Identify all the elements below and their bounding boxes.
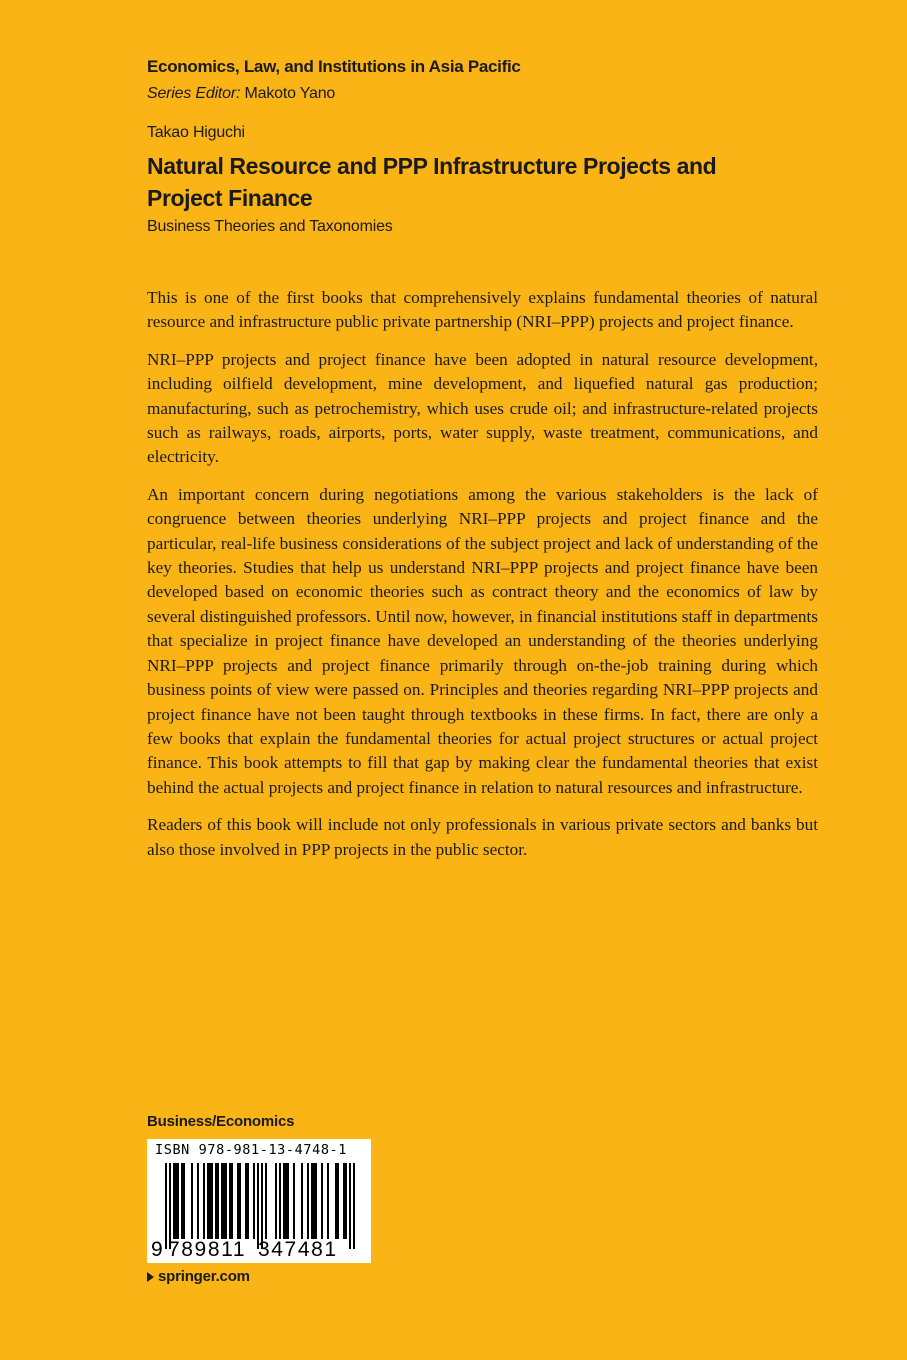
publisher-website-text: springer.com: [158, 1268, 250, 1285]
ean-first-digit: 9: [151, 1238, 163, 1261]
barcode-bar: [349, 1163, 351, 1249]
barcode-bar: [337, 1163, 339, 1239]
isbn-barcode: [147, 1139, 371, 1263]
barcode-bar: [335, 1163, 337, 1239]
book-title: Natural Resource and PPP Infrastructure Projects and Project Finance: [147, 153, 717, 211]
barcode-bar: [223, 1163, 225, 1239]
barcode-bar: [283, 1163, 285, 1239]
blurb-paragraph: This is one of the first books that comprehensively explains fundamental theories of natural resource and infrastructure public private partnership (NRI–PPP) projects and project finance.: [147, 288, 818, 332]
barcode-bar: [307, 1163, 309, 1239]
barcode-bar: [209, 1163, 211, 1239]
barcode-bar: [203, 1163, 205, 1239]
barcode-bar: [169, 1163, 171, 1249]
barcode-bar: [217, 1163, 219, 1239]
isbn-label: ISBN 978-981-13-4748-1: [155, 1142, 348, 1158]
barcode-bar: [231, 1163, 233, 1239]
blurb-paragraph: An important concern during negotiations among the various stakeholders is the lack of congruence between theories underlying NRI–PPP projects and project finance and the particular, real-life business considerations of the subject project and lack of understanding of the key theories. Studies that help us understand NRI–PPP projects and project finance have been developed based on economic theories such as contract theory and the economics of law by several distinguished professors. Until now, however, in financial institutions staff in departments that specialize in project finance have developed an understanding of the theories underlying NRI–PPP projects and project finance primarily through on-the-job training during which business points of view were passed on. Principles and theories regarding NRI–PPP projects and project finance have not been taught through textbooks in these firms. In fact, there are only a few books that explain the fundamental theories for actual project structures or actual project finance. This book attempts to fill that gap by making clear the fundamental theories that exist behind the actual projects and project finance in relation to natural resources and infrastructure.: [147, 484, 818, 797]
ean-digits: [147, 1238, 371, 1262]
barcode-bar: [207, 1163, 209, 1239]
blurb-paragraph: Readers of this book will include not only professionals in various private sectors and banks but also those involved in PPP projects in the public sector.: [147, 815, 818, 859]
ean-right-group: 347481: [258, 1238, 338, 1261]
blurb-paragraph: NRI–PPP projects and project finance have been adopted in natural resource development, including oilfield development, mine development, and liquefied natural gas production; manufacturing, such as petrochemistry, which uses crude oil; and infrastructure-related projects such as railways, roads, airports, ports, water supply, waste treatment, communications, and electricity.: [147, 349, 818, 467]
barcode-bar: [321, 1163, 323, 1239]
barcode-bar: [183, 1163, 185, 1239]
barcode-bar: [197, 1163, 199, 1239]
barcode-bar: [229, 1163, 231, 1239]
subject-category: Business/Economics: [147, 1113, 295, 1130]
barcode-bar: [353, 1163, 355, 1249]
barcode-bar: [301, 1163, 303, 1239]
series-editor-label: Series Editor:: [147, 85, 241, 102]
barcode-bar: [237, 1163, 239, 1239]
barcode-bar: [221, 1163, 223, 1239]
barcode-bar: [245, 1163, 247, 1239]
series-editor: [147, 85, 335, 103]
barcode-bar: [211, 1163, 213, 1239]
series-title: Economics, Law, and Institutions in Asia Pacific: [147, 57, 521, 76]
barcode-bar: [191, 1163, 193, 1239]
barcode-bar: [279, 1163, 281, 1239]
barcode-bar: [261, 1163, 263, 1249]
barcode-bar: [247, 1163, 249, 1239]
arrow-right-icon: [147, 1272, 154, 1282]
barcode-bar: [177, 1163, 179, 1239]
barcode-bar: [165, 1163, 167, 1249]
barcode-bar: [285, 1163, 287, 1239]
barcode-bar: [265, 1163, 267, 1239]
barcode-bar: [175, 1163, 177, 1239]
book-subtitle: Business Theories and Taxonomies: [147, 218, 393, 235]
barcode-bar: [293, 1163, 295, 1239]
ean-left-group: 789811: [168, 1238, 247, 1261]
barcode-bar: [313, 1163, 315, 1239]
barcode-bar: [345, 1163, 347, 1239]
barcode-bar: [315, 1163, 317, 1239]
publisher-website-link[interactable]: [147, 1268, 250, 1285]
barcode-bar: [239, 1163, 241, 1239]
series-editor-name: Makoto Yano: [244, 85, 336, 102]
barcode-bar: [343, 1163, 345, 1239]
author-name: Takao Higuchi: [147, 124, 245, 141]
barcode-bar: [327, 1163, 329, 1239]
barcode-bar: [173, 1163, 175, 1239]
barcode-bar: [225, 1163, 227, 1239]
barcode-bar: [215, 1163, 217, 1239]
barcode-bar: [311, 1163, 313, 1239]
back-cover-blurb: [147, 286, 818, 875]
barcode-bar: [181, 1163, 183, 1239]
barcode-bar: [253, 1163, 255, 1239]
barcode-bar: [257, 1163, 259, 1249]
barcode-bar: [287, 1163, 289, 1239]
barcode-bar: [275, 1163, 277, 1239]
